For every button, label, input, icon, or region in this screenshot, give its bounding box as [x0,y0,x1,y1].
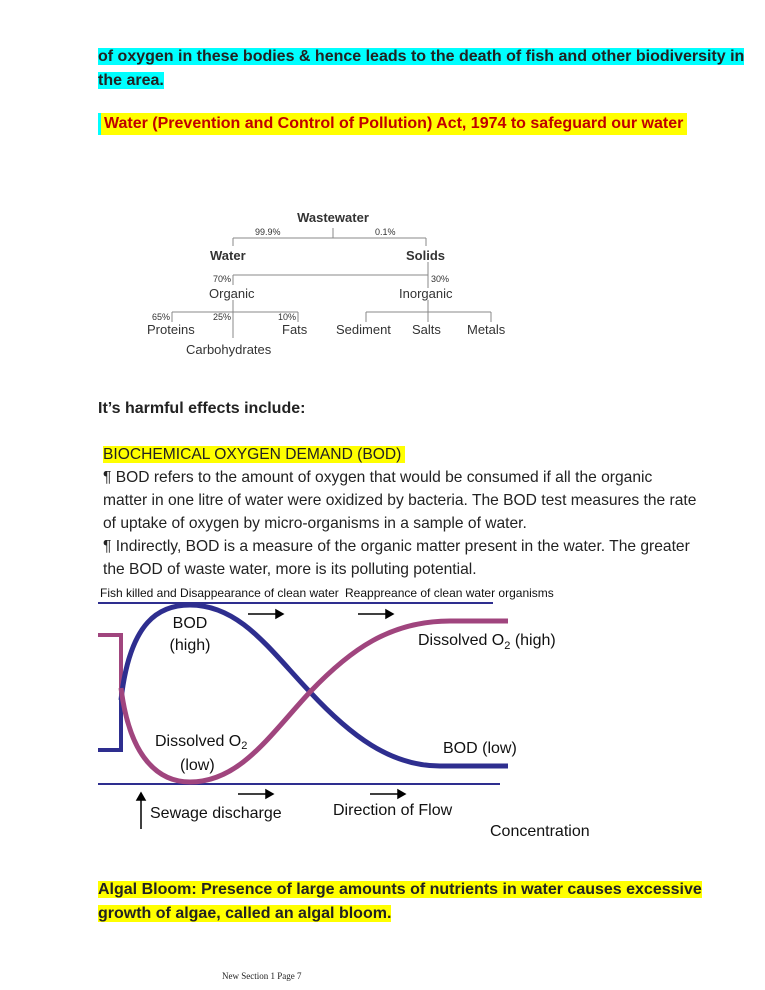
label-concentration: Concentration [490,823,590,840]
bod-line: of uptake of oxygen by micro-organisms in a sample of water. [103,515,527,532]
intro-line-2: the area. [98,72,164,89]
node-inorganic: Inorganic [399,286,453,301]
pct-fats: 10% [278,312,297,322]
label-sewage-discharge: Sewage discharge [150,805,282,822]
label-direction-of-flow: Direction of Flow [333,802,453,819]
pct-organic: 70% [213,274,232,284]
effects-heading: It’s harmful effects include: [98,400,306,417]
label-do-low-2: (low) [180,757,215,774]
label-do-high: Dissolved $O_2$ (high) [418,632,556,652]
intro-text [98,45,744,93]
label-do-low-1: Dissolved O2 [155,733,248,752]
node-solids: Solids [406,248,446,263]
bod-diagram [0,584,765,846]
bod-line: matter in one litre of water were oxidized by bacteria. The BOD test measures the rate [103,492,697,509]
pct-proteins: 65% [152,312,171,322]
pct-solids: 0.1% [375,227,396,237]
label-bod-high-2: (high) [169,637,211,654]
pct-inorganic: 30% [431,274,450,284]
pct-water: 99.9% [255,227,281,237]
algal-line-2: growth of algae, called an algal bloom. [98,905,392,922]
label-bod-low: BOD (low) [443,740,517,757]
bod-inlet-bracket [98,692,121,750]
node-salts: Salts [412,322,441,337]
do-inlet-bracket [98,635,121,692]
algal-line-1: Algal Bloom: Presence of large amounts of nutrients in water causes excessive [98,881,702,898]
act-heading: Water (Prevention and Control of Pollution) Act, 1974 to safeguard our water [98,113,687,135]
node-fats: Fats [282,322,308,337]
bod-title: BIOCHEMICAL OXYGEN DEMAND (BOD) [103,446,405,463]
algal-bloom-text [98,878,702,926]
node-carbohydrates: Carbohydrates [186,342,272,357]
bod-line: ¶ BOD refers to the amount of oxygen that would be consumed if all the organic [103,469,653,486]
node-water: Water [210,248,246,263]
bod-line: ¶ Indirectly, BOD is a measure of the organic matter present in the water. The greater [103,538,690,555]
bod-line: the BOD of waste water, more is its polluting potential. [103,561,477,578]
node-proteins: Proteins [147,322,195,337]
node-organic: Organic [209,286,255,301]
label-reappearance: Reappreance of clean water organisms [345,586,554,600]
pct-carbohydrates: 25% [213,312,232,322]
intro-line-1: of oxygen in these bodies & hence leads to the death of fish and other biodiversity in [98,48,745,65]
node-wastewater: Wastewater [297,210,369,225]
node-sediment: Sediment [336,322,391,337]
label-bod-high-1: BOD [172,615,208,632]
page-footer: New Section 1 Page 7 [222,971,302,981]
bod-section [103,443,696,581]
wastewater-tree-diagram [0,200,765,365]
node-metals: Metals [467,322,506,337]
label-fish-killed: Fish killed and Disappearance of clean water [100,586,339,600]
